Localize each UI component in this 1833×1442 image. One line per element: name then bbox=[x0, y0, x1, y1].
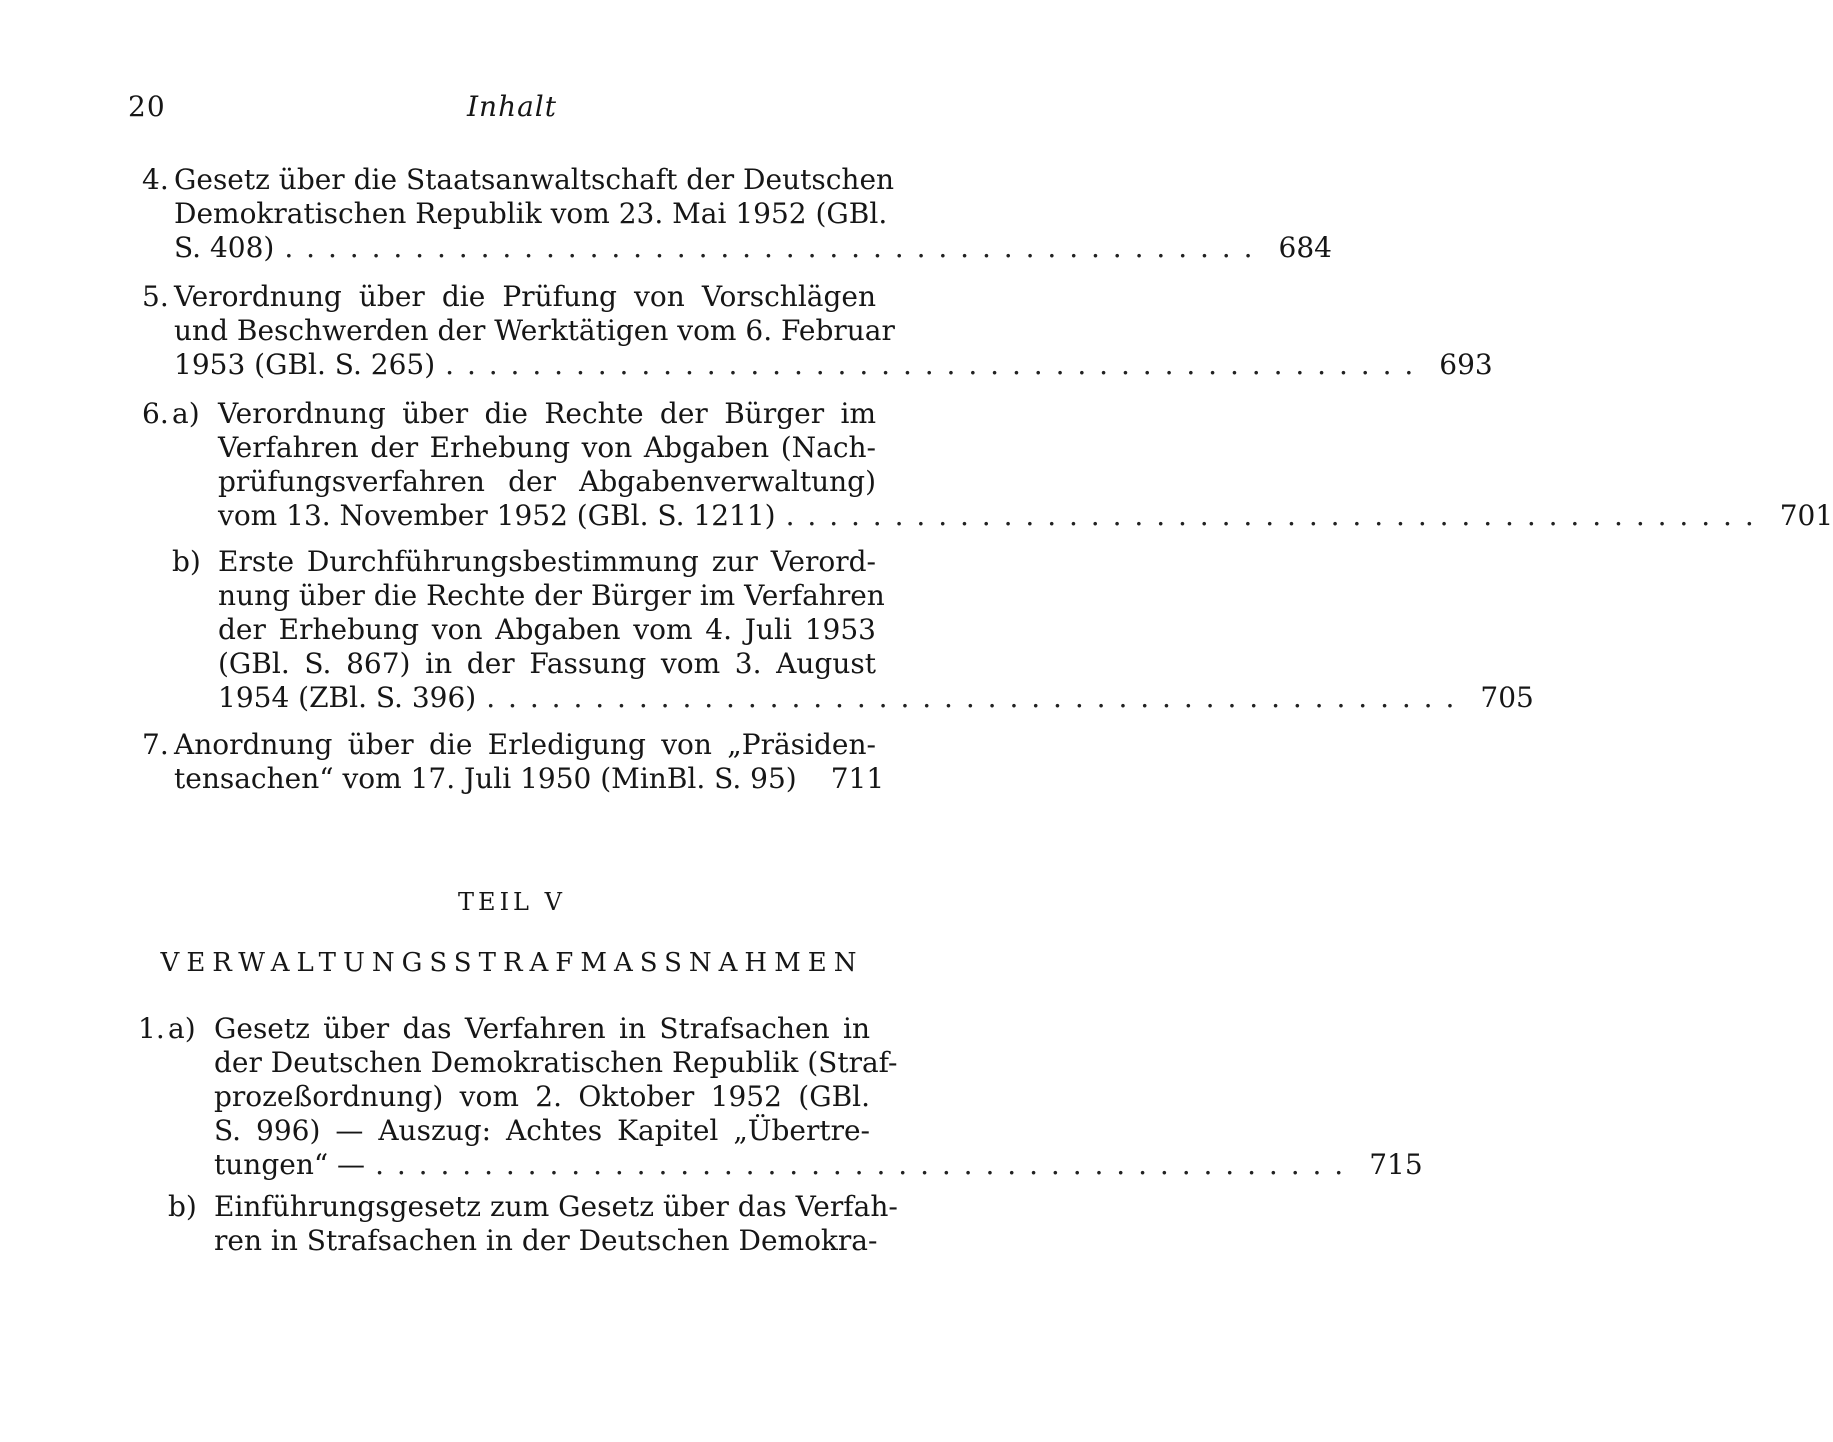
entry-line: Verfahren der Erhebung von Abgaben (Nach- bbox=[218, 431, 876, 464]
entry-line: und Beschwerden der Werktätigen vom 6. Februar bbox=[174, 314, 895, 347]
page-reference: 701 bbox=[1779, 499, 1833, 532]
page-reference: 693 bbox=[1439, 348, 1493, 381]
leader-dots: . . . . . . . . . . . . . . . . . . . . . . . . . . . . . . . . . . . . . . . . . . . . . bbox=[375, 1148, 1346, 1181]
entry-last-line[interactable] bbox=[174, 762, 885, 796]
entry-line: 1953 (GBl. S. 265) bbox=[174, 348, 436, 381]
entry-line: nung über die Rechte der Bürger im Verfahren bbox=[218, 579, 885, 612]
entry-number: 5. bbox=[142, 280, 169, 313]
entry-sub-label: b) bbox=[168, 1190, 197, 1223]
leader-dots: . . . . . . . . . . . . . . . . . . . . . . . . . . . . . . . . . . . . . . . . . . . . . bbox=[284, 231, 1255, 264]
entry-line: Verordnung über die Prüfung von Vorschlägen bbox=[174, 280, 876, 313]
toc-entry bbox=[174, 728, 885, 796]
toc-entry bbox=[218, 545, 1534, 715]
entry-number: 6. bbox=[142, 397, 169, 430]
page-reference: 684 bbox=[1278, 231, 1332, 264]
entry-line: ren in Strafsachen in der Deutschen Demokra- bbox=[214, 1224, 878, 1257]
leader-dots: . . . . . . . . . . . . . . . . . . . . . . . . . . . . . . . . . . . . . . . . . . . . . bbox=[785, 499, 1756, 532]
leader-dots: . . . . . . . . . . . . . . . . . . . . . . . . . . . . . . . . . . . . . . . . . . . . . bbox=[445, 348, 1416, 381]
entry-last-line[interactable] bbox=[218, 681, 1534, 715]
entry-line: prozeßordnung) vom 2. Oktober 1952 (GBl. bbox=[214, 1080, 870, 1113]
toc-entry bbox=[174, 280, 1493, 382]
leader-dots: . . . . . . . . . . . . . . . . . . . . . . . . . . . . . . . . . . . . . . . . . . . . . bbox=[486, 681, 1457, 714]
page-reference: 705 bbox=[1480, 681, 1534, 714]
entry-line: der Deutschen Demokratischen Republik (Straf- bbox=[214, 1046, 898, 1079]
entry-line: tensachen“ vom 17. Juli 1950 (MinBl. S. 95) bbox=[174, 762, 797, 795]
section-heading: VERWALTUNGSSTRAFMASSNAHMEN bbox=[160, 948, 864, 978]
entry-line: S. 408) bbox=[174, 231, 275, 264]
entry-line: Erste Durchführungsbestimmung zur Verord- bbox=[218, 545, 876, 578]
entry-number: 1. bbox=[138, 1012, 165, 1045]
entry-sub-label: a) bbox=[168, 1012, 196, 1045]
toc-entry bbox=[214, 1012, 1423, 1182]
entry-line: S. 996) — Auszug: Achtes Kapitel „Übertre- bbox=[214, 1114, 870, 1147]
entry-line: Einführungsgesetz zum Gesetz über das Verfah- bbox=[214, 1190, 898, 1223]
part-heading: TEIL V bbox=[458, 888, 566, 916]
toc-entry bbox=[174, 163, 1332, 265]
toc-entry bbox=[218, 397, 1833, 533]
entry-last-line[interactable] bbox=[174, 231, 1332, 265]
entry-line: (GBl. S. 867) in der Fassung vom 3. August bbox=[218, 647, 876, 680]
entry-last-line[interactable] bbox=[218, 499, 1833, 533]
entry-last-line[interactable] bbox=[214, 1148, 1423, 1182]
entry-number: 7. bbox=[142, 728, 169, 761]
entry-number: 4. bbox=[142, 163, 169, 196]
entry-line: der Erhebung von Abgaben vom 4. Juli 1953 bbox=[218, 613, 876, 646]
page-number: 20 bbox=[128, 90, 166, 123]
entry-line: tungen“ — bbox=[214, 1148, 366, 1181]
page-reference: 711 bbox=[830, 762, 885, 795]
entry-line: Gesetz über das Verfahren in Strafsachen in bbox=[214, 1012, 870, 1045]
entry-sub-label: b) bbox=[172, 545, 201, 578]
entry-line: Anordnung über die Erledigung von „Präsiden- bbox=[174, 728, 876, 761]
entry-line: Verordnung über die Rechte der Bürger im bbox=[218, 397, 876, 430]
entry-sub-label: a) bbox=[172, 397, 200, 430]
running-title: Inhalt bbox=[466, 90, 558, 123]
entry-line: Gesetz über die Staatsanwaltschaft der Deutschen bbox=[174, 163, 895, 196]
entry-line: vom 13. November 1952 (GBl. S. 1211) bbox=[218, 499, 776, 532]
entry-line: Demokratischen Republik vom 23. Mai 1952 (GBl. bbox=[174, 197, 888, 230]
entry-line: 1954 (ZBl. S. 396) bbox=[218, 681, 477, 714]
entry-line: prüfungsverfahren der Abgabenverwaltung) bbox=[218, 465, 876, 498]
toc-entry bbox=[214, 1190, 898, 1258]
entry-last-line[interactable] bbox=[174, 348, 1493, 382]
page-reference: 715 bbox=[1369, 1148, 1423, 1181]
